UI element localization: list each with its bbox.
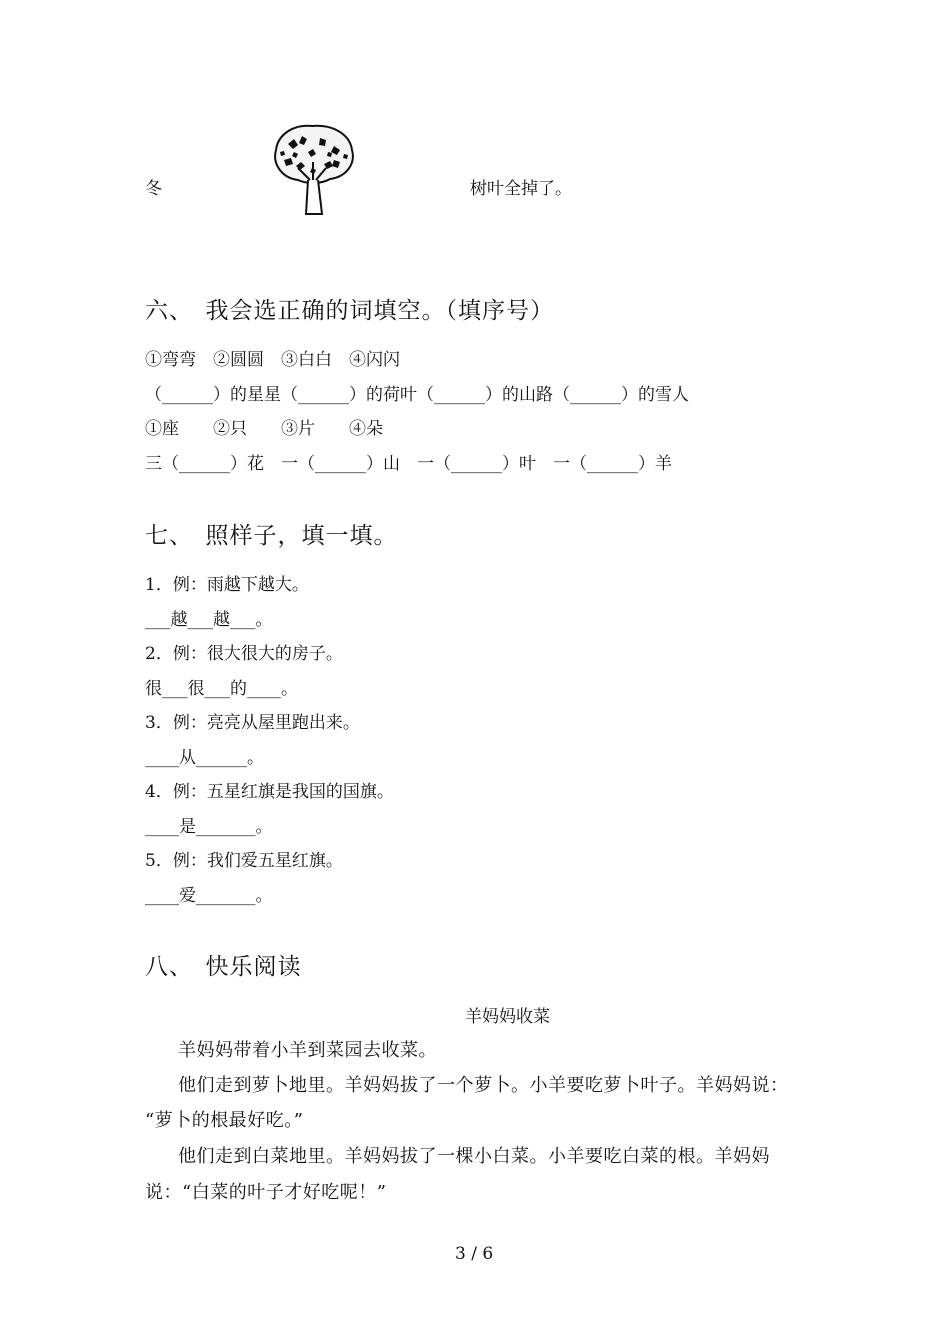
section-6-fill-line-1: （______）的星星（______）的荷叶（______）的山路（______）的雪人 (145, 385, 689, 405)
section-8-title: 八、 快乐阅读 (145, 954, 302, 980)
winter-description: 树叶全掉了。 (470, 179, 572, 199)
section-7-title: 七、 照样子，填一填。 (145, 523, 398, 549)
example-sentence: 2．例：很大很大的房子。 (145, 644, 343, 664)
page-number: 3 / 6 (455, 1244, 494, 1264)
section-6-options-2: ①座 ②只 ③片 ④朵 (145, 419, 383, 439)
bare-tree-icon (268, 122, 358, 220)
season-label-winter: 冬 (145, 179, 162, 199)
fill-in-blank: 很___很___的____。 (145, 679, 298, 699)
section-6-options-1: ①弯弯 ②圆圆 ③白白 ④闪闪 (145, 350, 400, 370)
story-title: 羊妈妈收菜 (465, 1007, 550, 1027)
story-paragraph-1: 羊妈妈带着小羊到菜园去收菜。 (178, 1040, 437, 1061)
fill-in-blank: ____是_______。 (145, 817, 273, 837)
example-sentence: 3．例：亮亮从屋里跑出来。 (145, 713, 360, 733)
example-sentence: 1．例：雨越下越大。 (145, 575, 309, 595)
fill-in-blank: ___越___越___。 (145, 610, 273, 630)
story-paragraph-3-line-1: 他们走到白菜地里。羊妈妈拔了一棵小白菜。小羊要吃白菜的根。羊妈妈 (178, 1146, 770, 1167)
section-6-title: 六、 我会选正确的词填空。（填序号） (145, 298, 554, 324)
example-sentence: 4．例：五星红旗是我国的国旗。 (145, 782, 394, 802)
fill-in-blank: ____爱_______。 (145, 886, 273, 906)
story-paragraph-2-line-2: “萝卜的根最好吃。” (145, 1110, 304, 1131)
fill-in-blank: ____从______。 (145, 748, 264, 768)
section-6-fill-line-2: 三（______）花 一（______）山 一（______）叶 一（______）羊 (145, 454, 672, 474)
example-sentence: 5．例：我们爱五星红旗。 (145, 851, 343, 871)
story-paragraph-3-line-2: 说：“白菜的叶子才好吃呢！” (145, 1182, 387, 1203)
story-paragraph-2-line-1: 他们走到萝卜地里。羊妈妈拔了一个萝卜。小羊要吃萝卜叶子。羊妈妈说： (178, 1075, 789, 1096)
